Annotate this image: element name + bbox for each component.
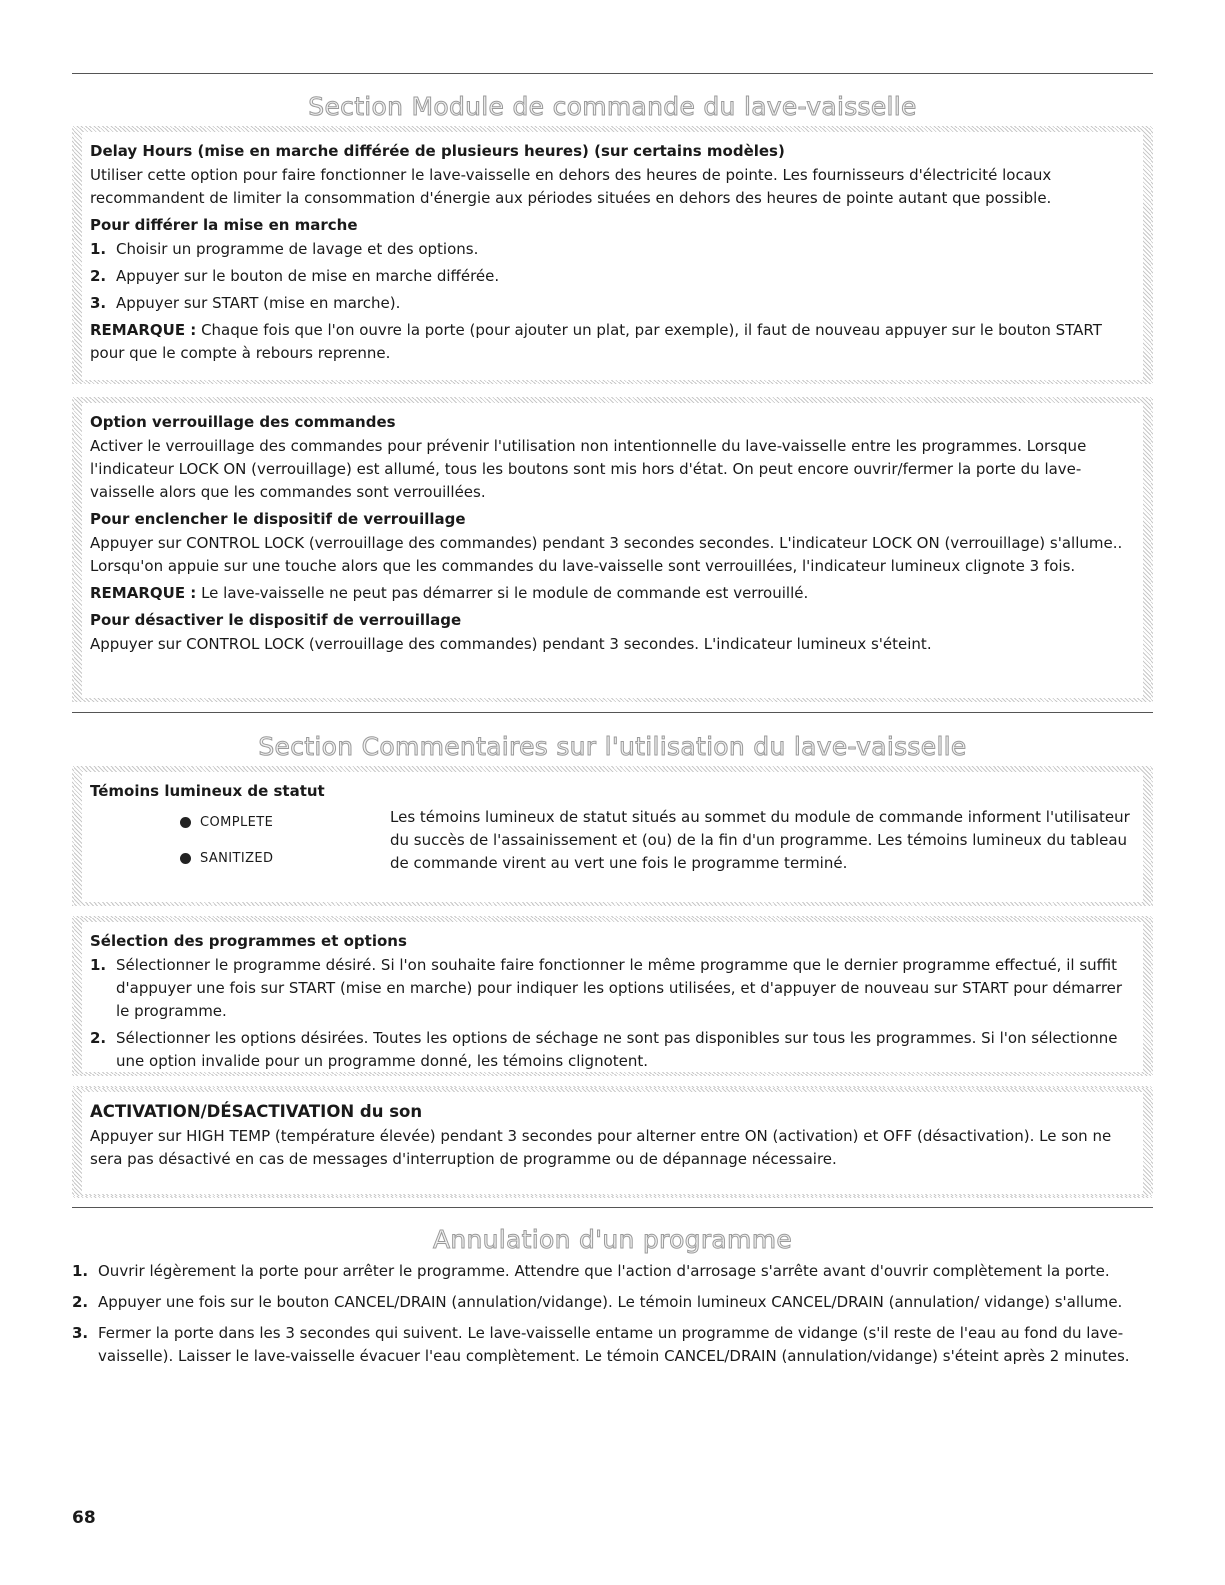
delay-hours-heading: Delay Hours (mise en marche différée de plusieurs heures) (sur certains modèles) (90, 142, 785, 160)
list-item: 1. Choisir un programme de lavage et des options. (90, 240, 479, 258)
cancel-section (72, 1260, 1153, 1372)
control-lock-intro: Activer le verrouillage des commandes pour prévenir l'utilisation non intentionnelle du lave-vaisselle entre les programmes. Lorsque l'indicateur LOCK ON (verrouillage) est allumé, tous les boutons sont mis hors d'état. On peut encore ouvrir/fermer la porte du lave-vaisselle alors que les commandes sont verrouillées. (90, 437, 1087, 501)
status-dot-icon (180, 817, 191, 828)
sound-box (72, 1086, 1153, 1198)
delay-subheading: Pour différer la mise en marche (90, 216, 358, 234)
section-title-comments: Section Commentaires sur l'utilisation du lave-vaisselle (258, 732, 967, 761)
delay-steps (90, 238, 1135, 315)
section-rule (72, 1207, 1153, 1208)
lock-engage-heading: Pour enclencher le dispositif de verrouillage (90, 510, 466, 528)
program-selection-heading: Sélection des programmes et options (90, 932, 407, 950)
delay-hours-intro: Utiliser cette option pour faire fonctionner le lave-vaisselle en dehors des heures de pointe. Les fournisseurs d'électricité locaux recommandent de limiter la consommation d'énergie aux périodes situées en dehors des heures de pointe autant que possible. (90, 166, 1052, 207)
control-lock-box (72, 397, 1153, 702)
list-item: 1. Ouvrir légèrement la porte pour arrêter le programme. Attendre que l'action d'arrosage s'arrête avant d'ouvrir complètement la porte. (72, 1262, 1110, 1280)
section-rule (72, 712, 1153, 713)
list-item: 2. Appuyer sur le bouton de mise en marche différée. (90, 267, 500, 285)
status-dot-icon (180, 853, 191, 864)
list-item: 3. Appuyer sur START (mise en marche). (90, 294, 401, 312)
lock-note: REMARQUE : Le lave-vaisselle ne peut pas démarrer si le module de commande est verrouillé. (90, 584, 809, 602)
status-light-complete: COMPLETE (180, 804, 390, 840)
top-rule (72, 73, 1153, 74)
list-item: 3. Fermer la porte dans les 3 secondes qui suivent. Le lave-vaisselle entame un programme de vidange (s'il reste de l'eau au fond du lave-vaisselle). Laisser le lave-vaisselle évacuer l'eau complètement. Le témoin CANCEL/DRAIN (annulation/vidange) s'éteint après 2 minutes. (72, 1324, 1130, 1365)
control-lock-heading: Option verrouillage des commandes (90, 413, 396, 431)
status-light-sanitized: SANITIZED (180, 840, 390, 876)
section-title-cancel: Annulation d'un programme (432, 1225, 793, 1254)
lock-disengage-text: Appuyer sur CONTROL LOCK (verrouillage des commandes) pendant 3 secondes. L'indicateur lumineux s'éteint. (90, 635, 932, 653)
status-lights-heading: Témoins lumineux de statut (90, 782, 325, 800)
sound-heading: ACTIVATION/DÉSACTIVATION du son (90, 1102, 423, 1121)
list-item: 2. Appuyer une fois sur le bouton CANCEL/DRAIN (annulation/vidange). Le témoin lumineux CANCEL/DRAIN (annulation/ vidange) s'allume. (72, 1293, 1123, 1311)
list-item: 2. Sélectionner les options désirées. Toutes les options de séchage ne sont pas disponibles sur tous les programmes. Si l'on sélectionne une option invalide pour un programme donné, les témoins clignotent. (90, 1029, 1118, 1070)
delay-hours-box (72, 126, 1153, 384)
selection-steps (90, 954, 1135, 1073)
lock-engage-text: Appuyer sur CONTROL LOCK (verrouillage des commandes) pendant 3 secondes secondes. L'indicateur LOCK ON (verrouillage) s'allume.. Lorsqu'on appuie sur une touche alors que les commandes du lave-vaisselle sont verrouillées, l'indicateur lumineux clignote 3 fois. (90, 534, 1123, 575)
section-title-module: Section Module de commande du lave-vaisselle (308, 92, 917, 121)
list-item: 1. Sélectionner le programme désiré. Si l'on souhaite faire fonctionner le même programme que le dernier programme effectué, il suffit d'appuyer une fois sur START (mise en marche) pour indiquer les options utilisées, et d'appuyer de nouveau sur START pour démarrer le programme. (90, 956, 1123, 1020)
sound-text: Appuyer sur HIGH TEMP (température élevée) pendant 3 secondes pour alterner entre ON (activation) et OFF (désactivation). Le son ne sera pas désactivé en cas de messages d'interruption de programme ou de dépannage nécessaire. (90, 1127, 1112, 1168)
program-selection-box (72, 916, 1153, 1076)
delay-note: REMARQUE : Chaque fois que l'on ouvre la porte (pour ajouter un plat, par exemple), il faut de nouveau appuyer sur le bouton START pour que le compte à rebours reprenne. (90, 321, 1102, 362)
page-number: 68 (72, 1508, 96, 1528)
status-lights-box (72, 766, 1153, 906)
cancel-steps (72, 1260, 1153, 1368)
lock-disengage-heading: Pour désactiver le dispositif de verrouillage (90, 611, 462, 629)
status-lights-text: Les témoins lumineux de statut situés au sommet du module de commande informent l'utilisateur du succès de l'assainissement et (ou) de la fin d'un programme. Les témoins lumineux du tableau de commande virent au vert une fois le programme terminé. (390, 808, 1130, 872)
